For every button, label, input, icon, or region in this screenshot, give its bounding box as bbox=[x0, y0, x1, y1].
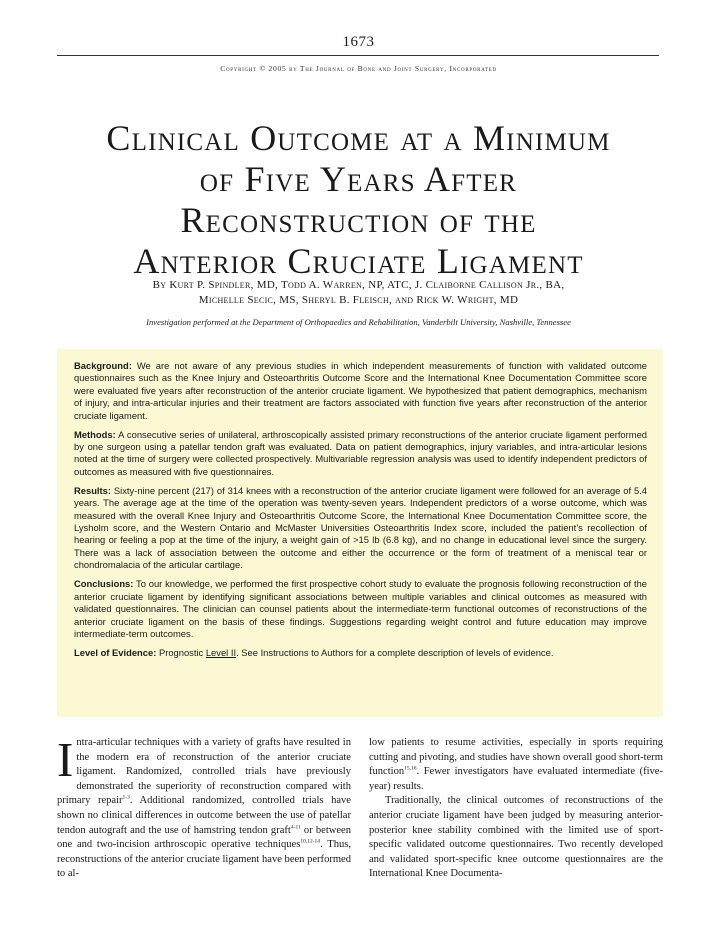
author-list bbox=[60, 278, 657, 308]
copyright-line: Copyright © 2005 by The Journal of Bone and Joint Surgery, Incorporated bbox=[220, 64, 497, 73]
section-heading: Methods: bbox=[74, 428, 116, 440]
author-line: By Kurt P. Spindler, MD, Todd A. Warren, NP, ATC, J. Claiborne Callison Jr., BA, bbox=[152, 279, 565, 291]
abstract-methods bbox=[74, 429, 647, 479]
body-paragraph: Traditionally, the clinical outcomes of reconstructions of the anterior cruciate ligament have been judged by measuring anterior-posterior knee stability combined with the limited use of sport-specific validated outcome questionnaires. Two recently developed and validated sport-specific knee outcome questionnaires are the International Knee Documenta- bbox=[369, 795, 663, 880]
section-text: To our knowledge, we performed the first prospective cohort study to evaluate the prognosis following reconstruction of the anterior cruciate ligament by identifying significant associations between multiple variables and clinical outcomes as measured with validated questionnaires. The clinician can counsel patients about the intermediate-term functional outcomes of reconstructions of the anterior cruciate ligament on the basis of these findings. Suggestions regarding weight control and future education may improve intermediate-term outcomes. bbox=[74, 578, 647, 639]
body-text: . Thus, reconstructions of the anterior cruciate ligament have been performed to al- bbox=[57, 839, 351, 880]
body-paragraph bbox=[57, 736, 351, 882]
section-heading: Results: bbox=[74, 484, 111, 496]
body-text: ntra-articular techniques with a variety of grafts have resulted in the modern era of reconstruction of the anterior cruciate ligament. Randomized, controlled trials have previously demonstrated the superiority of reconstruction compared with primary repair bbox=[57, 737, 351, 807]
page-number: 1673 bbox=[342, 34, 375, 50]
citation: 1-3 bbox=[122, 794, 130, 801]
level-pre: Prognostic bbox=[158, 646, 204, 658]
article-body bbox=[57, 736, 663, 926]
abstract-conclusions bbox=[74, 578, 647, 640]
body-text: . Fewer investigators have evaluated intermediate (five-year) results. bbox=[369, 766, 663, 792]
section-heading: Background: bbox=[74, 360, 132, 371]
body-text: . Additional randomized, controlled trials have shown no clinical differences in outcome between the use of patellar tendon autograft and the use of hamstring tendon graft bbox=[57, 795, 351, 836]
abstract-level-of-evidence bbox=[74, 647, 647, 659]
body-text: or between one and two-incision arthroscopic operative techniques bbox=[57, 824, 351, 851]
citation: 15,16 bbox=[404, 765, 417, 772]
title-line: Reconstruction of the bbox=[180, 200, 537, 240]
drop-cap: I bbox=[57, 736, 74, 787]
title-line: Anterior Cruciate Ligament bbox=[133, 241, 584, 281]
abstract-background bbox=[74, 360, 647, 422]
body-text: low patients to resume activities, especially in sports requiring cutting and pivoting, and studies have shown overall good short-term function bbox=[369, 737, 663, 778]
body-paragraph bbox=[369, 736, 663, 794]
header-rule bbox=[57, 55, 659, 56]
section-text: We are not aware of any previous studies in which independent measurements of function with validated outcome questionnaires such as the Knee Injury and Osteoarthritis Outcome Score and the International Knee Documentation Committee score were evaluated five years after reconstruction of the anterior cruciate ligament. We hypothesized that patient demographics, mechanism of injury, and intra-articular injuries and their treatment are factors associated with function five years after reconstruction of the anterior cruciate ligament. bbox=[74, 360, 648, 421]
article-title bbox=[40, 118, 677, 282]
title-line: of Five Years After bbox=[199, 159, 518, 199]
title-line: Clinical Outcome at a Minimum bbox=[106, 118, 611, 158]
body-column-right bbox=[369, 736, 663, 926]
section-heading: Conclusions: bbox=[74, 578, 134, 590]
section-heading: Level of Evidence: bbox=[74, 646, 157, 658]
institution-note: Investigation performed at the Department of Orthopaedics and Rehabilitation, Vanderbilt University, Nashville, Tennessee bbox=[146, 317, 571, 327]
body-column-left bbox=[57, 736, 351, 926]
author-line: Michelle Secic, MS, Sheryl B. Fleisch, and Rick W. Wright, MD bbox=[198, 294, 519, 306]
citation: 10,12-14 bbox=[300, 838, 321, 845]
section-text: A consecutive series of unilateral, arthroscopically assisted primary reconstructions of the anterior cruciate ligament performed by one surgeon using a patellar tendon graft was evaluated. Data on patient demographics, injury variables, and intra-articular lesions noted at the time of surgery were collected prospectively. Multivariable regression analysis was used to identify independent predictors of outcomes as measured with five questionnaires. bbox=[74, 428, 647, 477]
level-of-evidence-link[interactable]: Level II bbox=[205, 646, 237, 658]
citation: 4-11 bbox=[290, 824, 301, 831]
level-post: . See Instructions to Authors for a complete description of levels of evidence. bbox=[236, 646, 554, 658]
abstract-box bbox=[57, 349, 663, 717]
section-text: Sixty-nine percent (217) of 314 knees with a reconstruction of the anterior cruciate ligament were followed for an average of 5.4 years. The average age at the time of the operation was twenty-seven years. Independent predictors of a worse outcome, which was measured with the overall Knee Injury and Osteoarthritis Outcome Score, the International Knee Documentation Committee score, the Lysholm score, and the Western Ontario and McMaster Universities Osteoarthritis Index score, included the patient’s recollection of hearing or feeling a pop at the time of the injury, a weight gain of >15 lb (6.8 kg), and no change in educational level since the surgery. There was a lack of association between the outcome and either the occurrence or the form of treatment of a meniscal tear or chondromalacia of the articular cartilage. bbox=[74, 484, 648, 571]
abstract-results bbox=[74, 485, 647, 572]
